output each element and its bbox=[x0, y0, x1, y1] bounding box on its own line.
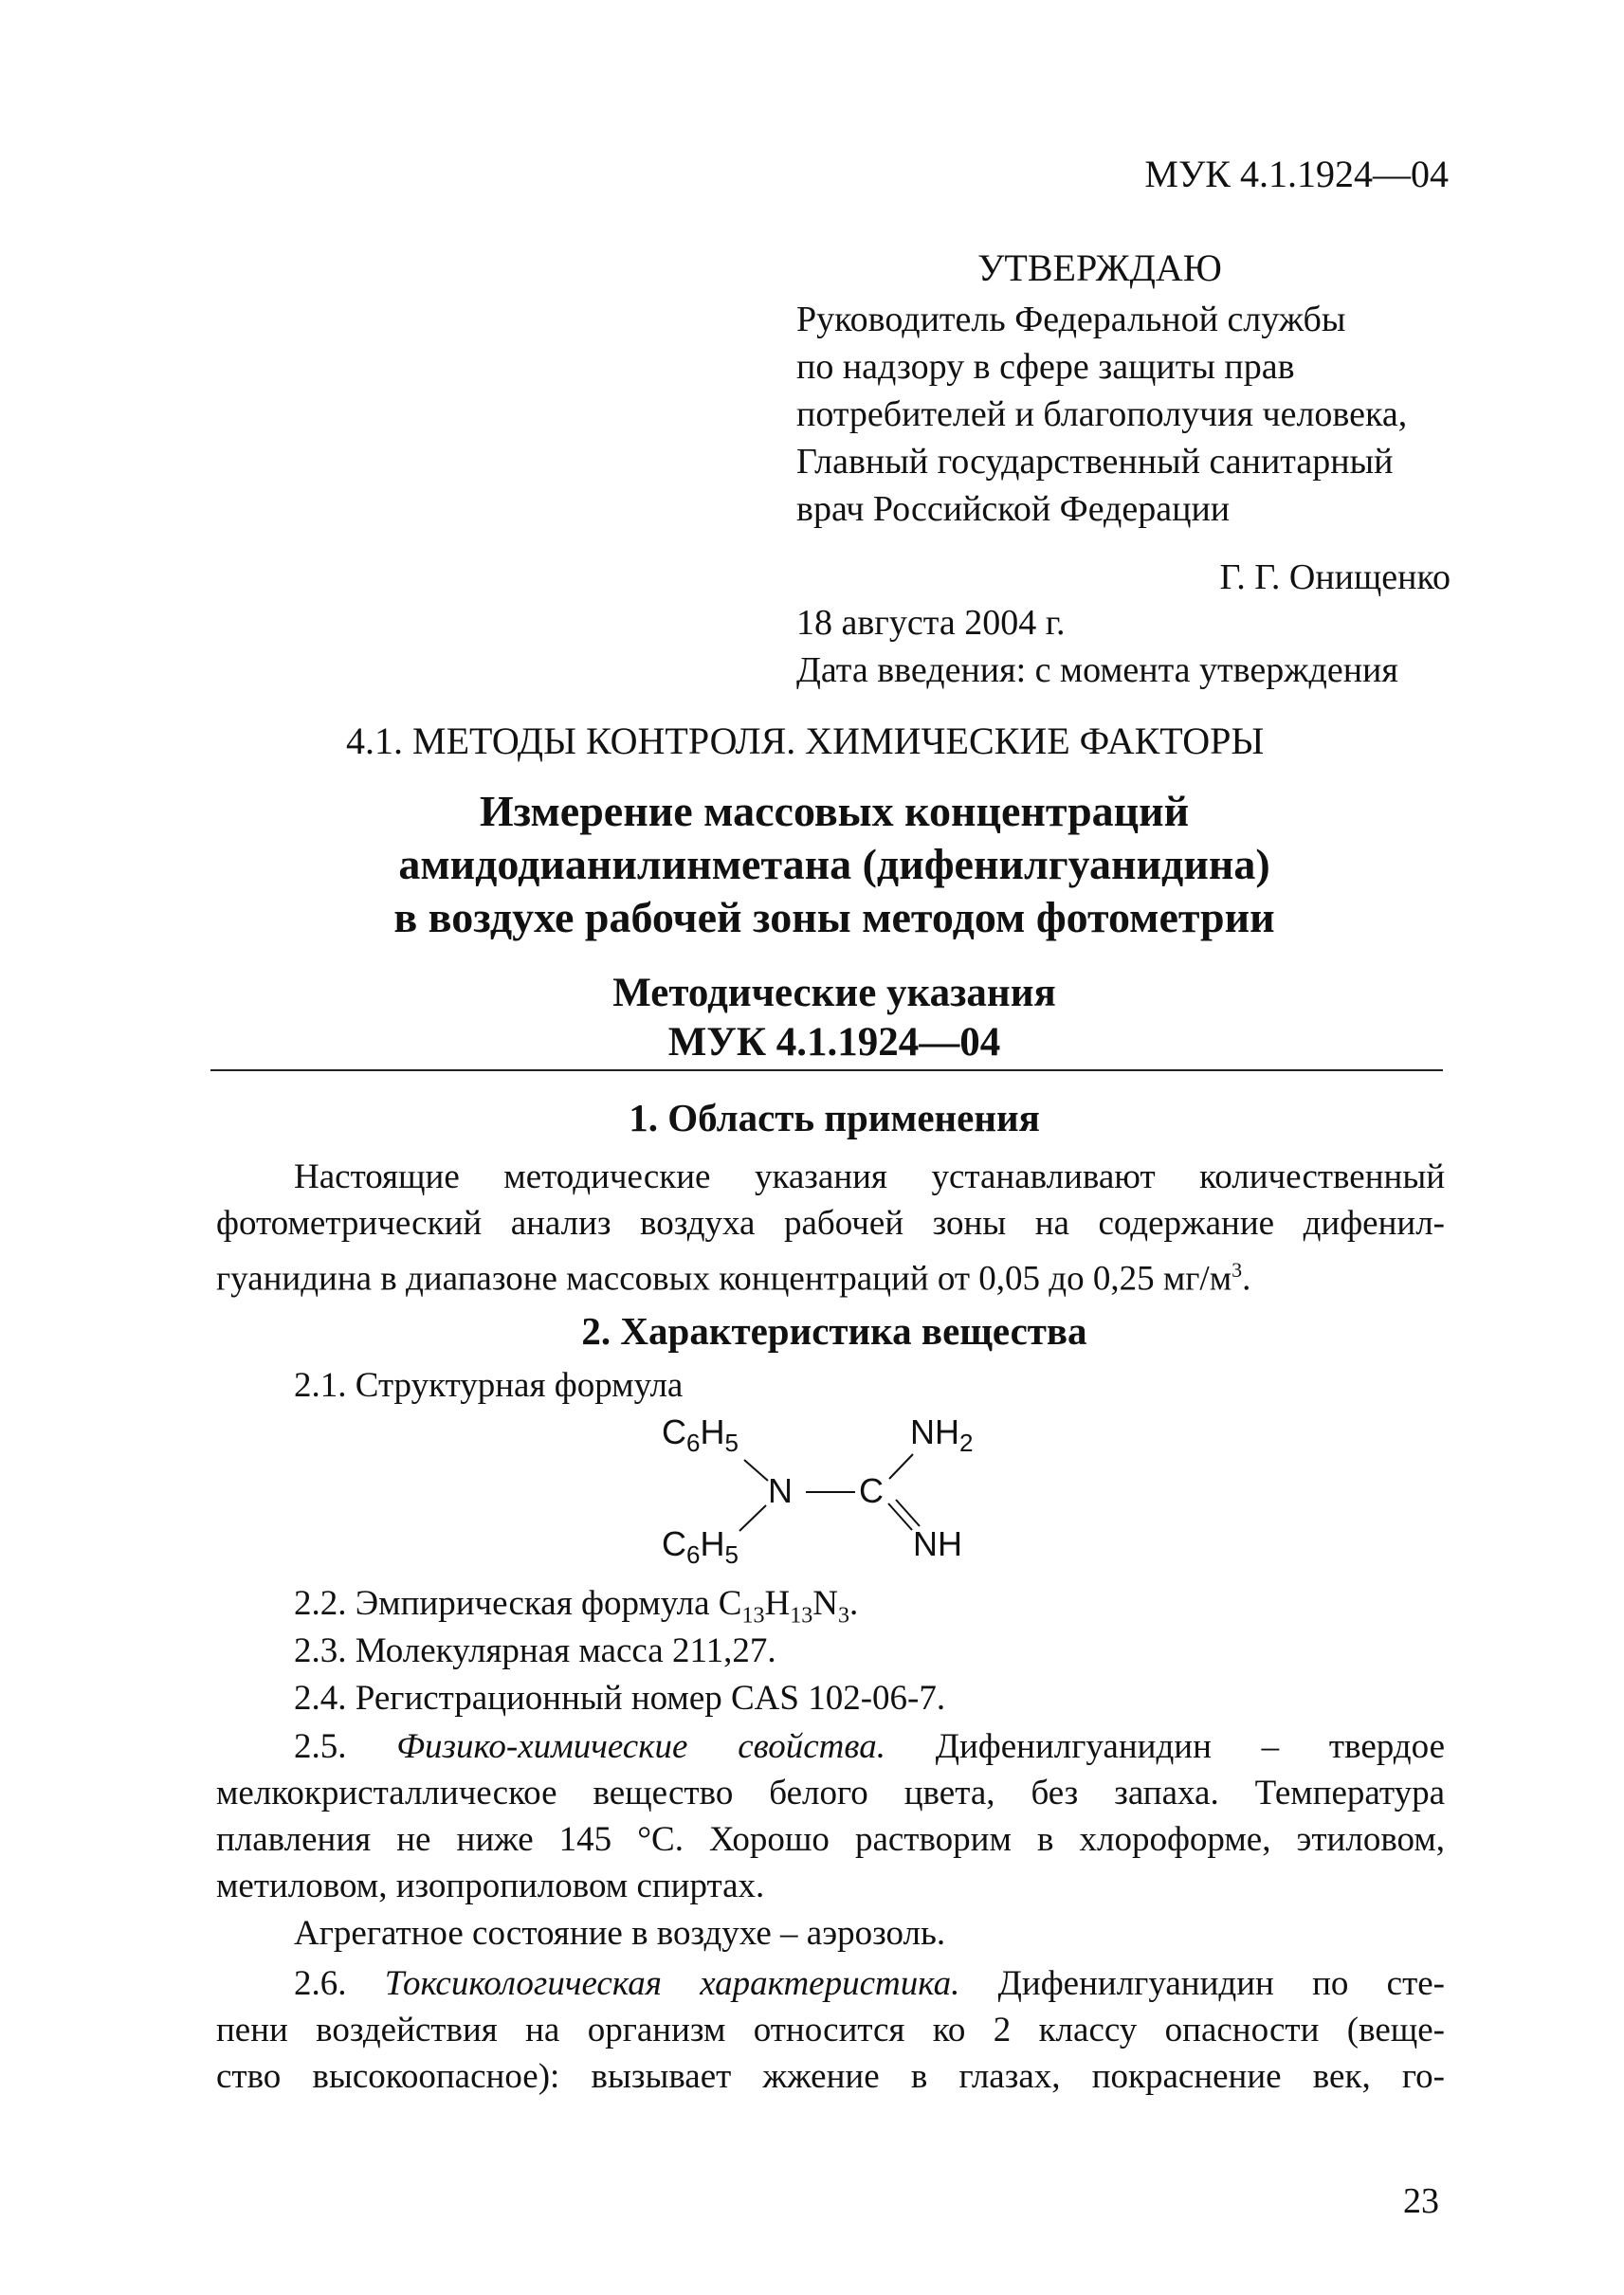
formula-c6h5-top: $C_6H_5$ bbox=[662, 1412, 739, 1458]
bond-line bbox=[744, 1460, 768, 1481]
paragraph-line: фотометрический анализ воздуха рабочей зоны на содержание дифенил- bbox=[216, 1204, 1445, 1243]
section-1-paragraph bbox=[216, 1154, 1445, 1302]
item-2-2: 2.2. Эмпирическая формула $C_{13}H_{13}N_3$. bbox=[294, 1584, 859, 1629]
bond-line bbox=[896, 1500, 920, 1526]
formula-c6h5-bottom: $C_6H_5$ bbox=[662, 1524, 739, 1570]
paragraph-line: пени воздействия на организм относится ко 2 классу опасности (веще- bbox=[216, 2011, 1445, 2049]
document-subtitle bbox=[218, 969, 1451, 1067]
paragraph-line: гуанидина в диапазоне массовых концентраций от 0,05 до 0,25 $мг/м^3$. bbox=[216, 1258, 1251, 1299]
approval-date: 18 августа 2004 г. bbox=[796, 603, 1066, 643]
subtitle-line: Методические указания bbox=[612, 971, 1056, 1015]
formula-c: C bbox=[859, 1471, 884, 1510]
approval-line: по надзору в сфере защиты прав bbox=[796, 347, 1295, 387]
approval-line: Главный государственный санитарный bbox=[796, 442, 1394, 482]
structural-formula bbox=[645, 1412, 1043, 1583]
divider-line bbox=[210, 1069, 1443, 1071]
title-line: в воздухе рабочей зоны методом фотометрии bbox=[393, 893, 1275, 941]
document-code: МУК 4.1.1924—04 bbox=[1144, 153, 1449, 195]
signer-name: Г. Г. Онищенко bbox=[1219, 557, 1451, 597]
title-line: Измерение массовых концентраций bbox=[479, 787, 1190, 835]
bond-line bbox=[888, 1503, 912, 1530]
paragraph-line: 2.6. Токсикологическая характеристика. Дифенилгуанидин по сте- bbox=[294, 1964, 1446, 2003]
title-line: амидодианилинметана (дифенилгуанидина) bbox=[398, 840, 1270, 888]
approval-title: УТВЕРЖДАЮ bbox=[977, 246, 1222, 289]
approval-line: Руководитель Федеральной службы bbox=[796, 300, 1346, 339]
item-2-4: 2.4. Регистрационный номер CAS 102-06-7. bbox=[294, 1679, 946, 1718]
subtitle-code: МУК 4.1.1924—04 bbox=[667, 1020, 1001, 1065]
section-1-title: 1. Область применения bbox=[629, 1096, 1040, 1139]
approval-line: потребителей и благополучия человека, bbox=[796, 394, 1408, 434]
paragraph-line: 2.5. Физико-химические свойства. Дифенилгуанидин – твердое bbox=[294, 1727, 1445, 1766]
paragraph-line: плавления не ниже 145 °С. Хорошо растворим в хлороформе, этиловом, bbox=[216, 1820, 1445, 1859]
item-2-1: 2.1. Структурная формула bbox=[294, 1366, 684, 1405]
item-2-6 bbox=[216, 1960, 1445, 2100]
approval-line: врач Российской Федерации bbox=[796, 489, 1231, 529]
paragraph-line: мелкокристаллическое вещество белого цвета, без запаха. Температура bbox=[216, 1774, 1445, 1812]
bond-line bbox=[739, 1505, 766, 1531]
page-number: 23 bbox=[1403, 2181, 1439, 2221]
paragraph-line: Настоящие методические указания устанавливают количественный bbox=[294, 1157, 1445, 1196]
item-2-3: 2.3. Молекулярная масса 211,27. bbox=[294, 1631, 776, 1670]
paragraph-line: ство высокоопасное): вызывает жжение в глазах, покраснение век, го- bbox=[216, 2057, 1445, 2096]
section-header: 4.1. МЕТОДЫ КОНТРОЛЯ. ХИМИЧЕСКИЕ ФАКТОРЫ bbox=[346, 719, 1265, 762]
document-title bbox=[218, 785, 1451, 944]
approval-dates bbox=[796, 599, 1398, 694]
formula-n: N bbox=[768, 1471, 793, 1510]
formula-nh: NH bbox=[913, 1524, 962, 1563]
aggregate-state: Агрегатное состояние в воздухе – аэрозоль. bbox=[294, 1914, 946, 1953]
section-2-title: 2. Характеристика вещества bbox=[581, 1309, 1087, 1353]
paragraph-line: метиловом, изопропиловом спиртах. bbox=[216, 1867, 765, 1905]
effective-date: Дата введения: с момента утверждения bbox=[796, 650, 1398, 690]
approval-block bbox=[796, 245, 1460, 533]
formula-nh2: $NH_2$ bbox=[910, 1412, 974, 1458]
item-2-5 bbox=[216, 1723, 1445, 1909]
